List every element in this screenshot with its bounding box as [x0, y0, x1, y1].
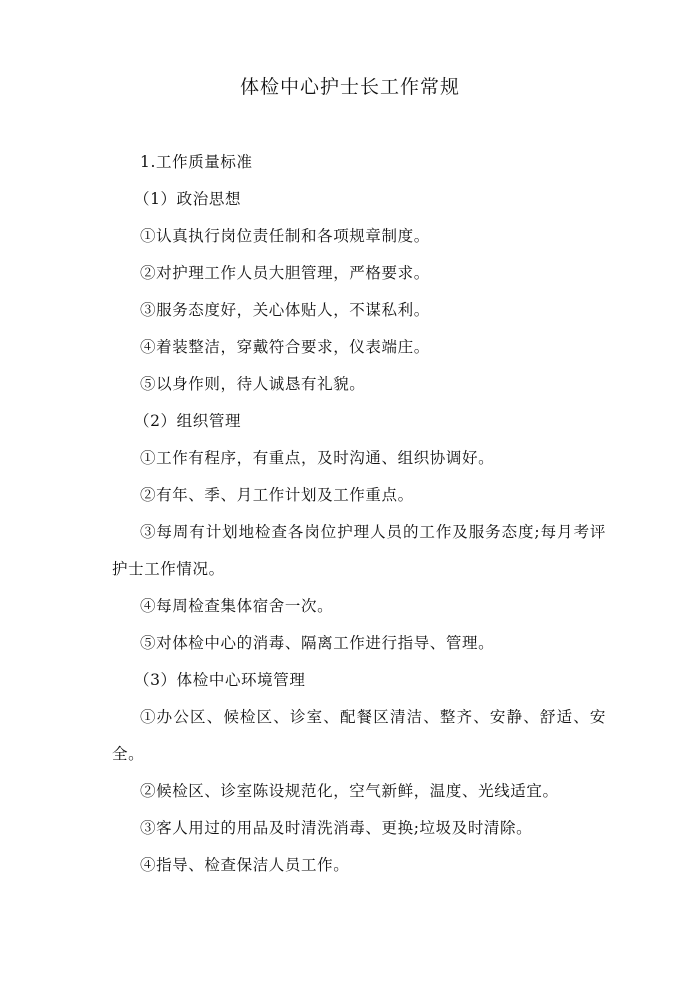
paragraph-item: ④指导、检查保洁人员工作。 [140, 856, 350, 874]
subsection-heading: （3）体检中心环境管理 [134, 671, 306, 689]
paragraph-item: ⑤以身作则，待人诚恳有礼貌。 [140, 375, 366, 393]
paragraph-item: ④着装整洁，穿戴符合要求，仪表端庄。 [140, 338, 430, 356]
section-heading: 1.工作质量标准 [140, 153, 253, 171]
paragraph-item: ⑤对体检中心的消毒、隔离工作进行指导、管理。 [140, 634, 495, 652]
paragraph-item: ③客人用过的用品及时清洗消毒、更换;垃圾及时清除。 [140, 819, 533, 837]
subsection-heading: （2）组织管理 [134, 412, 242, 430]
paragraph-item: ④每周检查集体宿舍一次。 [140, 597, 334, 615]
paragraph-item: ②候检区、诊室陈设规范化，空气新鲜，温度、光线适宜。 [140, 782, 559, 800]
paragraph-item: ①办公区、候检区、诊室、配餐区清洁、整齐、安静、舒适、安全。 [112, 708, 606, 763]
paragraph-item: ②有年、季、月工作计划及工作重点。 [140, 486, 414, 504]
paragraph-item: ③每周有计划地检查各岗位护理人员的工作及服务态度;每月考评护士工作情况。 [112, 523, 606, 578]
paragraph-item: ①认真执行岗位责任制和各项规章制度。 [140, 227, 430, 245]
document-title: 体检中心护士长工作常规 [239, 76, 460, 98]
paragraph-item: ③服务态度好，关心体贴人，不谋私利。 [140, 301, 430, 319]
document-body [112, 144, 606, 884]
paragraph-item: ①工作有程序，有重点，及时沟通、组织协调好。 [140, 449, 495, 467]
paragraph-item: ②对护理工作人员大胆管理，严格要求。 [140, 264, 430, 282]
subsection-heading: （1）政治思想 [134, 190, 242, 208]
